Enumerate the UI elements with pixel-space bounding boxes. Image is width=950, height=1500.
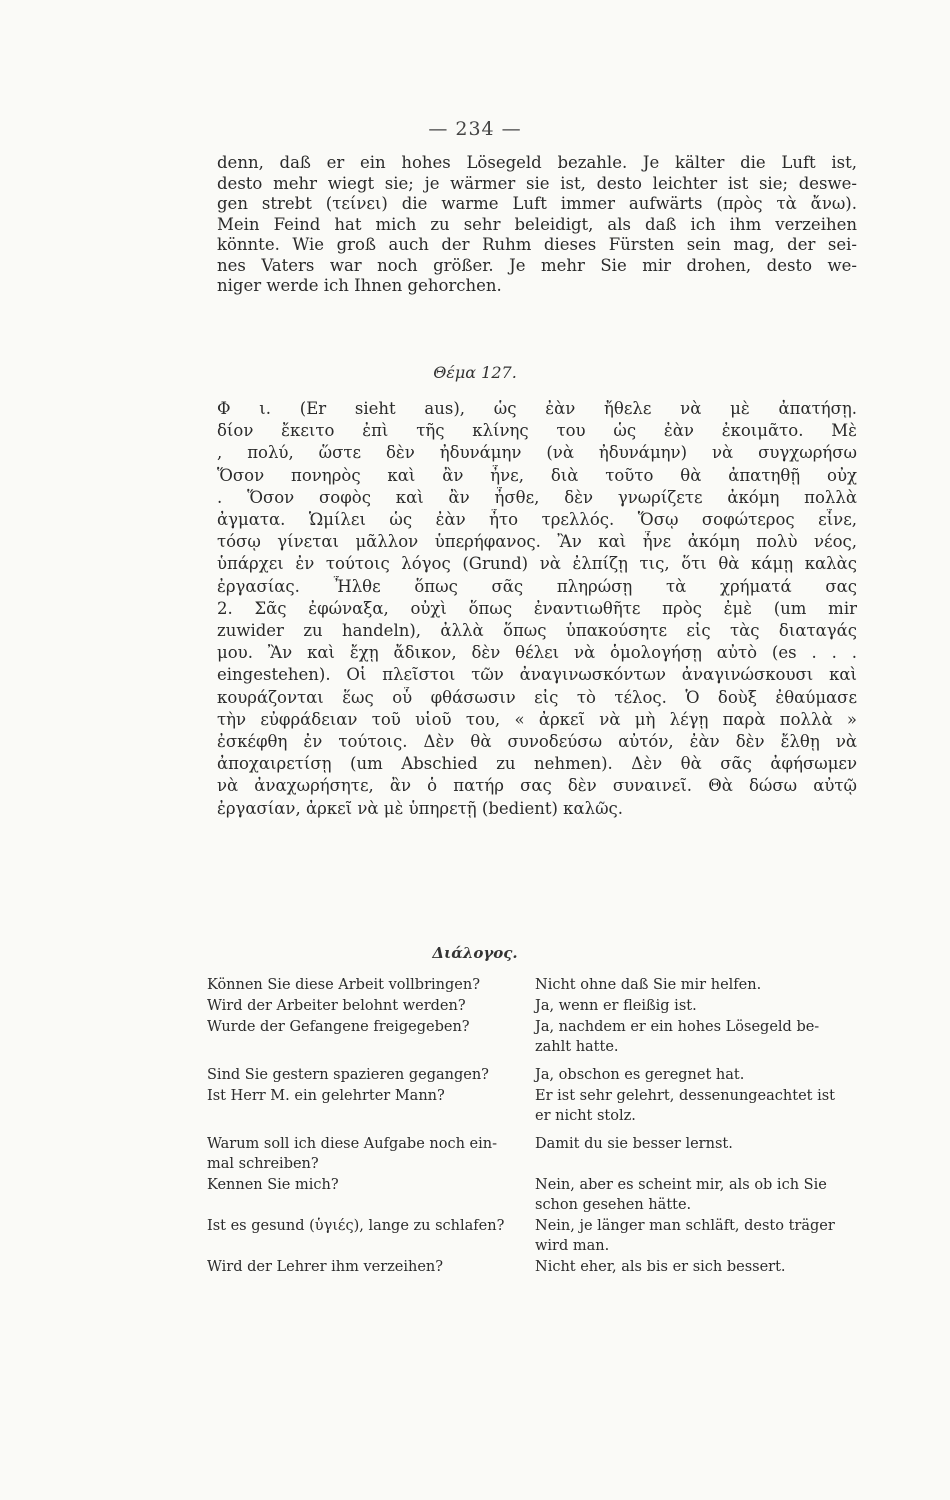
dialogue-row: [207, 996, 867, 1016]
dialogue-row: [207, 1257, 867, 1277]
text-line: 2. Σᾶς ἐφώναξα, οὐχὶ ὅπως ἐναντιωθῆτε πρὸς ἐμὲ (um mir: [217, 598, 857, 618]
dialogue-table: [207, 975, 867, 1278]
dialogue-question: Warum soll ich diese Aufgabe noch ein- mal schreiben?: [207, 1136, 497, 1172]
text-line: nes Vaters war noch größer. Je mehr Sie mir drohen, desto we-: [217, 255, 857, 275]
text-line: könnte. Wie groß auch der Ruhm dieses Fürsten sein mag, der sei-: [217, 235, 857, 254]
text-line: τόσῳ γίνεται μᾶλλον ὑπερήφανος. Ἂν καὶ ἦνε ἀκόμη πολὺ νέος,: [217, 532, 857, 552]
text-line: Ὅσον πονηρὸς καὶ ἂν ἦνε, διὰ τοῦτο θὰ ἀπατηθῇ οὐχ: [217, 465, 857, 485]
text-line: denn, daß er ein hohes Lösegeld bezahle. Je kälter die Luft ist,: [217, 153, 857, 172]
dialogue-question: Wird der Lehrer ihm verzeihen?: [207, 1259, 444, 1275]
exercise-heading: Θέμα 127.: [433, 363, 517, 382]
german-paragraph: [217, 153, 857, 297]
text-line: . Ὅσον σοφὸς καὶ ἂν ἦσθε, δὲν γνωρίζετε ἀκόμη πολλὰ: [217, 487, 857, 507]
dialogue-question: Können Sie diese Arbeit vollbringen?: [207, 977, 480, 993]
text-line: Φ ι. (Er sieht aus), ὡς ἐὰν ἤθελε νὰ μὲ ἀπατήσῃ.: [217, 399, 857, 418]
dialogue-row: [207, 1175, 867, 1215]
dialogue-question: Wird der Arbeiter belohnt werden?: [207, 998, 466, 1014]
text-line: τὴν εὐφράδειαν τοῦ υἱοῦ του, « ἀρκεῖ νὰ μὴ λέγῃ παρὰ πολλὰ »: [217, 709, 857, 729]
text-line: zuwider zu handeln), ἀλλὰ ὅπως ὑπακούσητε εἰς τὰς διαταγάς: [217, 621, 857, 641]
text-line: μου. Ἂν καὶ ἔχῃ ἄδικον, δὲν θέλει νὰ ὁμολογήσῃ αὐτὸ (es . . .: [217, 643, 857, 663]
dialogue-question: Kennen Sie mich?: [207, 1177, 339, 1193]
dialogue-answer: Ja, obschon es geregnet hat.: [535, 1067, 745, 1083]
dialogue-answer: Nicht eher, als bis er sich bessert.: [535, 1259, 786, 1275]
text-line: eingestehen). Οἱ πλεῖστοι τῶν ἀναγινωσκόντων ἀναγινώσκουσι καὶ: [217, 665, 857, 685]
text-line: ἐργασίας. Ἦλθε ὅπως σᾶς πληρώσῃ τὰ χρήματά σας: [217, 576, 857, 596]
dialogue-question: Ist es gesund (ὑγιές), lange zu schlafen?: [207, 1218, 505, 1234]
dialogue-answer: Ja, nachdem er ein hohes Lösegeld be- zahlt hatte.: [535, 1019, 820, 1055]
text-line: ἐργασίαν, ἀρκεῖ νὰ μὲ ὑπηρετῇ (bedient) καλῶς.: [217, 798, 624, 818]
dialogue-row: [207, 1017, 867, 1057]
dialogue-question: Sind Sie gestern spazieren gegangen?: [207, 1067, 489, 1083]
text-line: niger werde ich Ihnen gehorchen.: [217, 276, 502, 295]
dialogue-answer: Ja, wenn er fleißig ist.: [535, 998, 697, 1014]
text-line: ἐσκέφθη ἐν τούτοις. Δὲν θὰ συνοδεύσω αὐτόν, ἐὰν δὲν ἔλθῃ νὰ: [217, 732, 857, 752]
dialogue-row: [207, 1086, 867, 1126]
exercise-body: [217, 398, 857, 820]
text-line: gen strebt (τείνει) die warme Luft immer aufwärts (πρὸς τὰ ἄνω).: [217, 194, 857, 213]
text-line: νὰ ἀναχωρήσητε, ἂν ὁ πατήρ σας δὲν συναινεῖ. Θὰ δώσω αὐτῷ: [217, 776, 857, 796]
dialogue-row: [207, 975, 867, 995]
text-line: κουράζονται ἕως οὗ φθάσωσιν εἰς τὸ τέλος. Ὁ δοὺξ ἐθαύμασε: [217, 687, 857, 707]
page-number: — 234 —: [428, 118, 522, 140]
dialogue-row: [207, 1134, 867, 1174]
dialogue-question: Ist Herr M. ein gelehrter Mann?: [207, 1088, 445, 1104]
dialogue-answer: Nein, aber es scheint mir, als ob ich Sie schon gesehen hätte.: [535, 1177, 827, 1213]
text-line: ἀγματα. Ὡμίλει ὡς ἐὰν ἦτο τρελλός. Ὅσῳ σοφώτερος εἶνε,: [217, 510, 857, 530]
dialogue-row: [207, 1216, 867, 1256]
dialogue-heading: Διάλογος.: [432, 944, 518, 962]
dialogue-answer: Er ist sehr gelehrt, dessenungeachtet ist er nicht stolz.: [535, 1088, 835, 1124]
dialogue-answer: Damit du sie besser lernst.: [535, 1136, 733, 1152]
text-line: Mein Feind hat mich zu sehr beleidigt, als daß ich ihm verzeihen: [217, 214, 857, 234]
text-line: desto mehr wiegt sie; je wärmer sie ist, desto leichter ist sie; deswe-: [217, 173, 857, 193]
dialogue-answer: Nicht ohne daß Sie mir helfen.: [535, 977, 762, 993]
dialogue-row: [207, 1065, 867, 1085]
text-line: δίον ἔκειτο ἐπὶ τῆς κλίνης του ὡς ἐὰν ἐκοιμᾶτο. Μὲ: [217, 421, 857, 441]
dialogue-answer: Nein, je länger man schläft, desto träger wird man.: [535, 1218, 835, 1254]
dialogue-question: Wurde der Gefangene freigegeben?: [207, 1019, 470, 1035]
text-line: ἀποχαιρετίσῃ (um Abschied zu nehmen). Δὲν θὰ σᾶς ἀφήσωμεν: [217, 754, 857, 774]
text-line: , πολύ, ὥστε δὲν ἠδυνάμην (νὰ ἠδυνάμην) νὰ συγχωρήσω: [217, 443, 857, 463]
text-line: ὑπάρχει ἐν τούτοις λόγος (Grund) νὰ ἐλπίζῃ τις, ὅτι θὰ κάμῃ καλὰς: [217, 554, 857, 574]
